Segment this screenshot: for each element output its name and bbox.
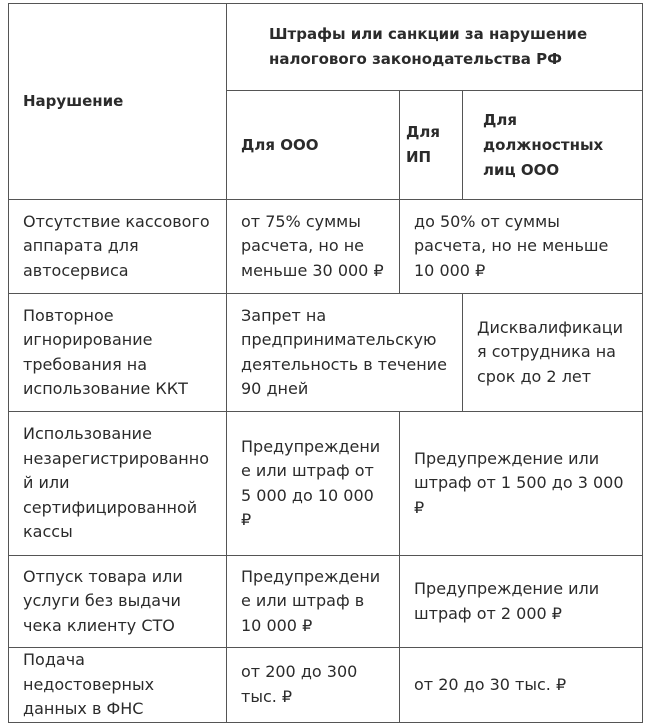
cell-violation: Подача недостоверных данных в ФНС — [9, 648, 227, 723]
cell-ooo-ip: Запрет на предпринимательскую деятельность в течение 90 дней — [227, 294, 463, 412]
header-officials: Для должностных лиц ООО — [463, 91, 643, 200]
table-row — [9, 412, 643, 556]
table-row — [9, 556, 643, 648]
cell-ooo: от 75% суммы расчета, но не меньше 30 000 ₽ — [227, 200, 400, 294]
cell-violation: Повторное игнорирование требования на использование ККТ — [9, 294, 227, 412]
table-row — [9, 648, 643, 723]
table-row — [9, 200, 643, 294]
cell-ip-officials: до 50% от суммы расчета, но не меньше 10 000 ₽ — [400, 200, 643, 294]
cell-violation: Использование незарегистрированной или сертифицированной кассы — [9, 412, 227, 556]
cell-ip-officials: от 20 до 30 тыс. ₽ — [400, 648, 643, 723]
cell-violation: Отпуск товара или услуги без выдачи чека клиенту СТО — [9, 556, 227, 648]
header-ooo: Для ООО — [227, 91, 400, 200]
fines-table — [8, 3, 643, 723]
cell-officials: Дисквалификация сотрудника на срок до 2 лет — [463, 294, 643, 412]
cell-ooo: Предупреждение или штраф в 10 000 ₽ — [227, 556, 400, 648]
header-violation: Нарушение — [9, 4, 227, 200]
cell-ip-officials: Предупреждение или штраф от 2 000 ₽ — [400, 556, 643, 648]
cell-ooo: от 200 до 300 тыс. ₽ — [227, 648, 400, 723]
header-row — [9, 4, 643, 91]
header-sanctions: Штрафы или санкции за нарушение налогового законодательства РФ — [227, 4, 643, 91]
cell-ooo: Предупреждение или штраф от 5 000 до 10 000 ₽ — [227, 412, 400, 556]
cell-ip-officials: Предупреждение или штраф от 1 500 до 3 000 ₽ — [400, 412, 643, 556]
cell-violation: Отсутствие кассового аппарата для автосервиса — [9, 200, 227, 294]
header-ip: Для ИП — [400, 91, 463, 200]
table-row — [9, 294, 643, 412]
